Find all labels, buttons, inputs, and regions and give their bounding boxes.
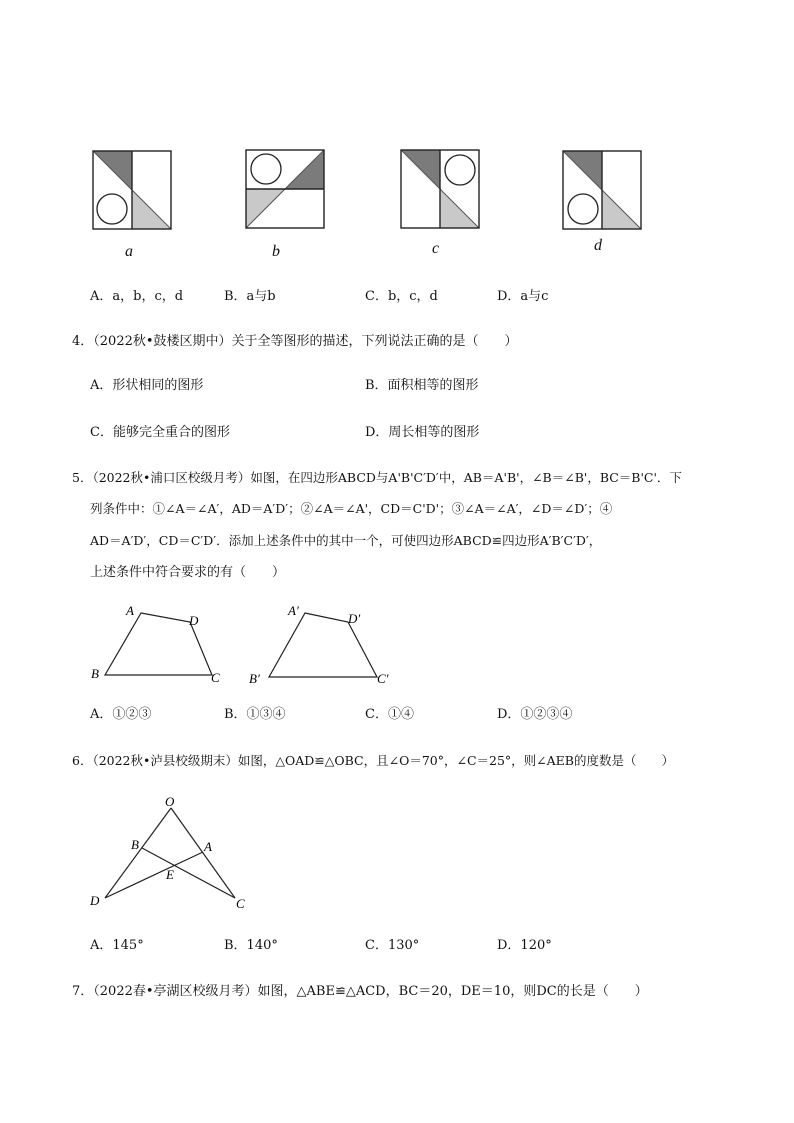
q6-option-a: A．145° xyxy=(90,938,144,953)
q6-label-B: B xyxy=(131,837,139,852)
q3-figures xyxy=(0,0,794,270)
q3-label-b: b xyxy=(272,243,280,260)
q3-figure-b xyxy=(246,150,324,228)
q4-option-d: D．周长相等的图形 xyxy=(365,425,480,440)
q3-label-c: c xyxy=(432,240,440,257)
q5-label-D-prime: D′ xyxy=(348,611,361,626)
q5-label-C-prime: C′ xyxy=(377,671,389,686)
q6-stem: 6．（2022秋•泸县校级期末）如图，△OAD≌△OBC，且∠O＝70°，∠C＝25°，则∠AEB的度数是（ ） xyxy=(72,753,674,768)
q5-label-B: B xyxy=(91,666,99,681)
q3-figure-a xyxy=(93,151,171,229)
q5-stem-line2: 列条件中：①∠A＝∠A′，AD＝A′D′；②∠A＝∠A'，CD＝C'D'；③∠A＝∠A′，∠D＝∠D′；④ xyxy=(90,501,613,516)
q6-option-c: C．130° xyxy=(365,938,420,953)
q6-option-b: B．140° xyxy=(224,938,278,953)
q5-label-B-prime: B′ xyxy=(249,671,260,686)
q5-option-b: B．①③④ xyxy=(224,707,286,722)
q3-label-d: d xyxy=(594,237,602,254)
q5-quadrilateral-abcd xyxy=(91,603,220,685)
q4-stem: 4．（2022秋•鼓楼区期中）关于全等图形的描述，下列说法正确的是（ ） xyxy=(72,334,518,349)
q3-option-d: D．a与c xyxy=(497,289,549,304)
q5-stem-line4: 上述条件中符合要求的有（ ） xyxy=(90,565,286,580)
q6-option-d: D．120° xyxy=(497,938,552,953)
q4-option-b: B．面积相等的图形 xyxy=(365,378,479,393)
q6-figure xyxy=(80,790,270,920)
q5-option-d: D．①②③④ xyxy=(497,707,573,722)
q5-stem-line3: AD＝A′D′，CD＝C′D′．添加上述条件中的其中一个，可使四边形ABCD≌四边形A′B′C′D′， xyxy=(90,533,602,548)
q5-label-C: C xyxy=(211,670,220,685)
q5-label-A-prime: A′ xyxy=(288,603,299,618)
q5-option-c: C．①④ xyxy=(365,707,414,722)
q5-stem-line1: 5．（2022秋•浦口区校级月考）如图，在四边形ABCD与A'B'C′D′中，AB＝A'B'，∠B＝∠B'，BC＝B'C'．下 xyxy=(72,470,682,485)
q3-option-a: A．a，b，c，d xyxy=(90,289,184,304)
q7-stem: 7．（2022春•亭湖区校级月考）如图，△ABE≌△ACD，BC＝20，DE＝10，则DC的长是（ ） xyxy=(72,984,648,999)
q3-option-b: B．a与b xyxy=(224,289,276,304)
q5-label-A: A xyxy=(126,603,134,618)
q4-option-c: C．能够完全重合的图形 xyxy=(90,425,230,440)
q5-label-D: D xyxy=(189,613,199,628)
q6-label-O: O xyxy=(165,794,175,809)
q5-figures xyxy=(80,595,410,695)
q5-quadrilateral-a1b1c1d1 xyxy=(249,603,389,686)
q6-label-E: E xyxy=(166,867,174,882)
q5-option-a: A．①②③ xyxy=(90,707,152,722)
q3-option-c: C．b，c，d xyxy=(365,289,438,304)
q3-label-a: a xyxy=(125,243,133,260)
q6-label-D: D xyxy=(90,893,100,908)
q3-figure-d xyxy=(563,151,641,229)
q6-label-A: A xyxy=(204,839,212,854)
q6-label-C: C xyxy=(236,896,245,911)
q3-figure-c xyxy=(401,150,479,228)
q4-option-a: A．形状相同的图形 xyxy=(90,378,204,393)
